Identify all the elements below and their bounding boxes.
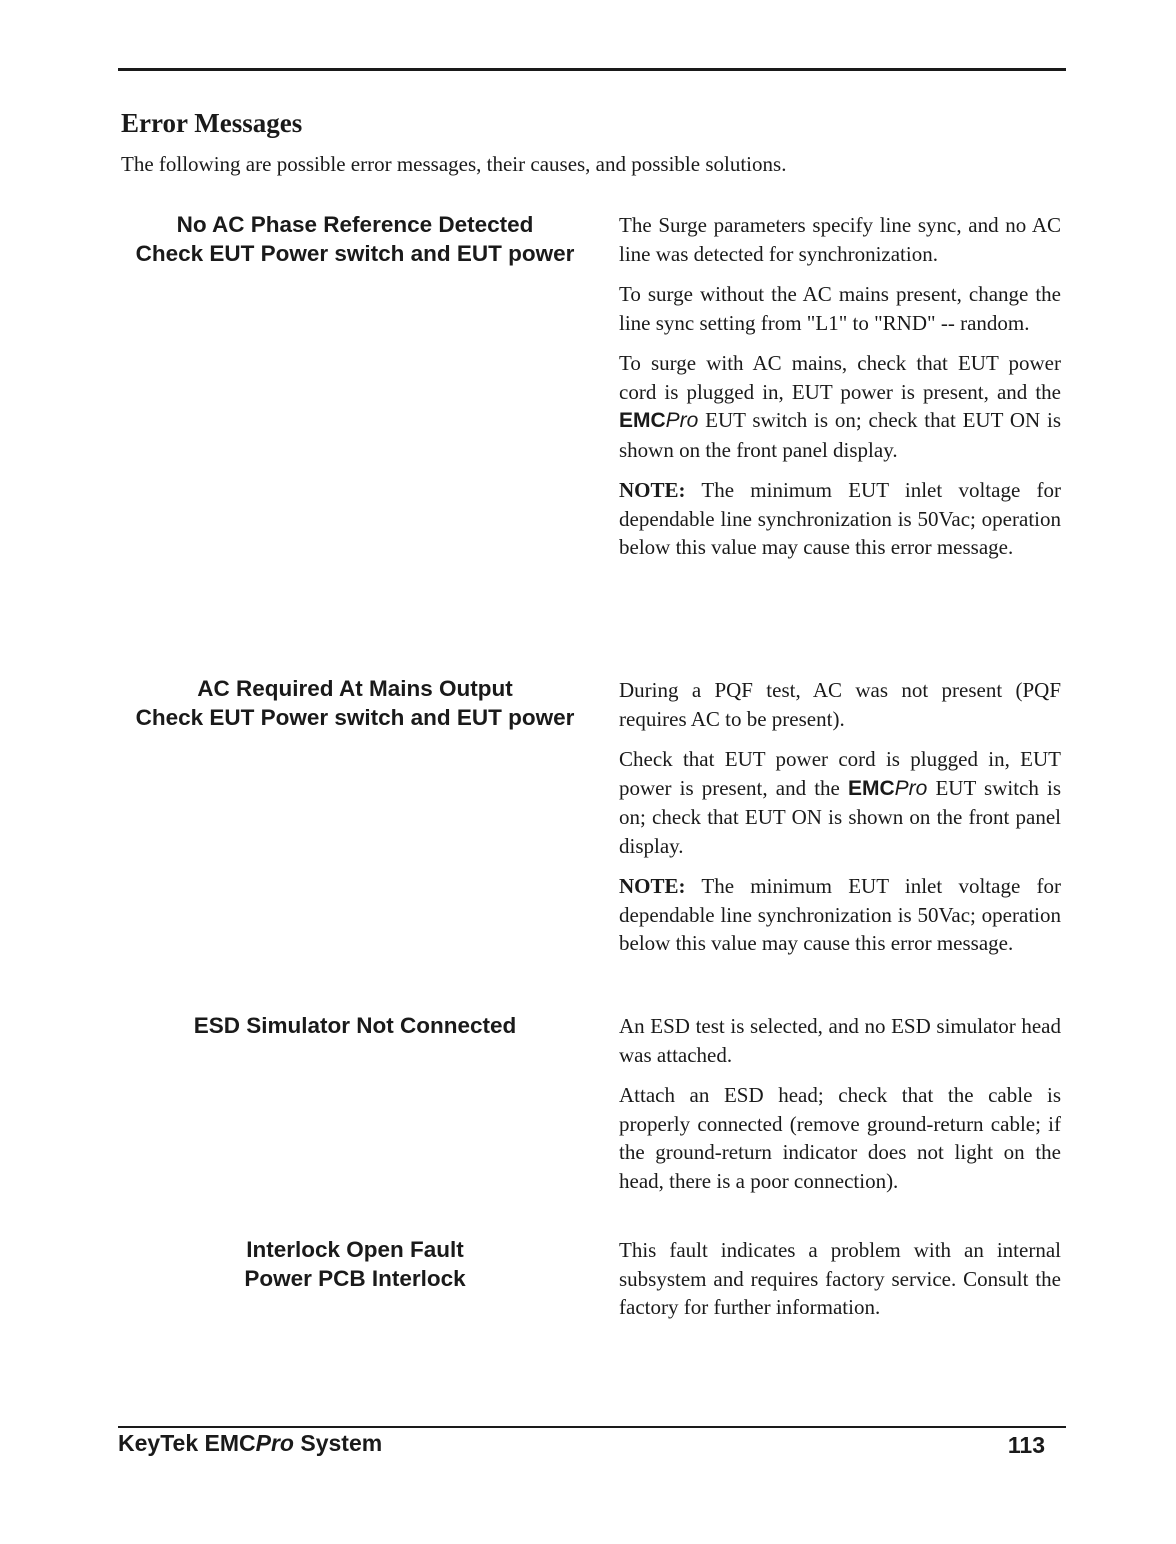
error-message: [110, 1011, 600, 1040]
page-title: Error Messages: [121, 108, 303, 138]
error-description: [619, 1012, 1061, 1207]
error-line: ESD Simulator Not Connected: [193, 1013, 517, 1038]
error-description: [619, 211, 1061, 574]
error-line: Power PCB Interlock: [244, 1266, 466, 1291]
description-paragraph: This fault indicates a problem with an internal subsystem and requires factory service. Consult the factory for further information.: [619, 1238, 1061, 1319]
footer-rule: [118, 1426, 1066, 1428]
header-rule: [118, 68, 1066, 71]
intro-text: The following are possible error messages, their causes, and possible solutions.: [121, 152, 787, 176]
error-line: No AC Phase Reference Detected: [176, 212, 534, 237]
note-label: NOTE:: [619, 478, 686, 502]
description-paragraph: Check that EUT power cord is plugged in, EUT power is present, and the EMCPro EUT switch is on; check that EUT ON is shown on the front panel display.: [619, 747, 1061, 858]
description-paragraph: The Surge parameters specify line sync, and no AC line was detected for synchronization.: [619, 213, 1061, 266]
error-line: AC Required At Mains Output: [197, 676, 513, 701]
error-description: [619, 1236, 1061, 1334]
description-paragraph: To surge with AC mains, check that EUT power cord is plugged in, EUT power is present, and the EMCPro EUT switch is on; check that EUT ON is shown on the front panel display.: [619, 351, 1061, 462]
error-message: [110, 674, 600, 732]
error-message: [110, 1235, 600, 1293]
error-line: Check EUT Power switch and EUT power: [135, 241, 575, 266]
description-paragraph: To surge without the AC mains present, change the line sync setting from "L1" to "RND" -- random.: [619, 282, 1061, 335]
note-paragraph: NOTE: The minimum EUT inlet voltage for dependable line synchronization is 50Vac; operation below this value may cause this error message.: [619, 478, 1061, 559]
description-paragraph: An ESD test is selected, and no ESD simulator head was attached.: [619, 1014, 1061, 1067]
brand-name: EMCPro: [619, 409, 699, 432]
brand-name: EMCPro: [847, 776, 928, 800]
description-paragraph: During a PQF test, AC was not present (PQF requires AC to be present).: [619, 678, 1061, 731]
error-line: Interlock Open Fault: [246, 1237, 464, 1262]
error-line: Check EUT Power switch and EUT power: [135, 705, 575, 730]
error-description: [619, 676, 1061, 970]
note-paragraph: NOTE: The minimum EUT inlet voltage for dependable line synchronization is 50Vac; operation below this value may cause this error message.: [619, 874, 1061, 955]
note-label: NOTE:: [619, 874, 686, 898]
error-message: [110, 210, 600, 268]
page-number: 113: [1007, 1432, 1045, 1458]
description-paragraph: Attach an ESD head; check that the cable is properly connected (remove ground-return cable; if the ground-return indicator does not light on the head, there is a poor connection).: [619, 1083, 1061, 1193]
footer-title: KeyTek EMCPro System: [118, 1430, 383, 1456]
